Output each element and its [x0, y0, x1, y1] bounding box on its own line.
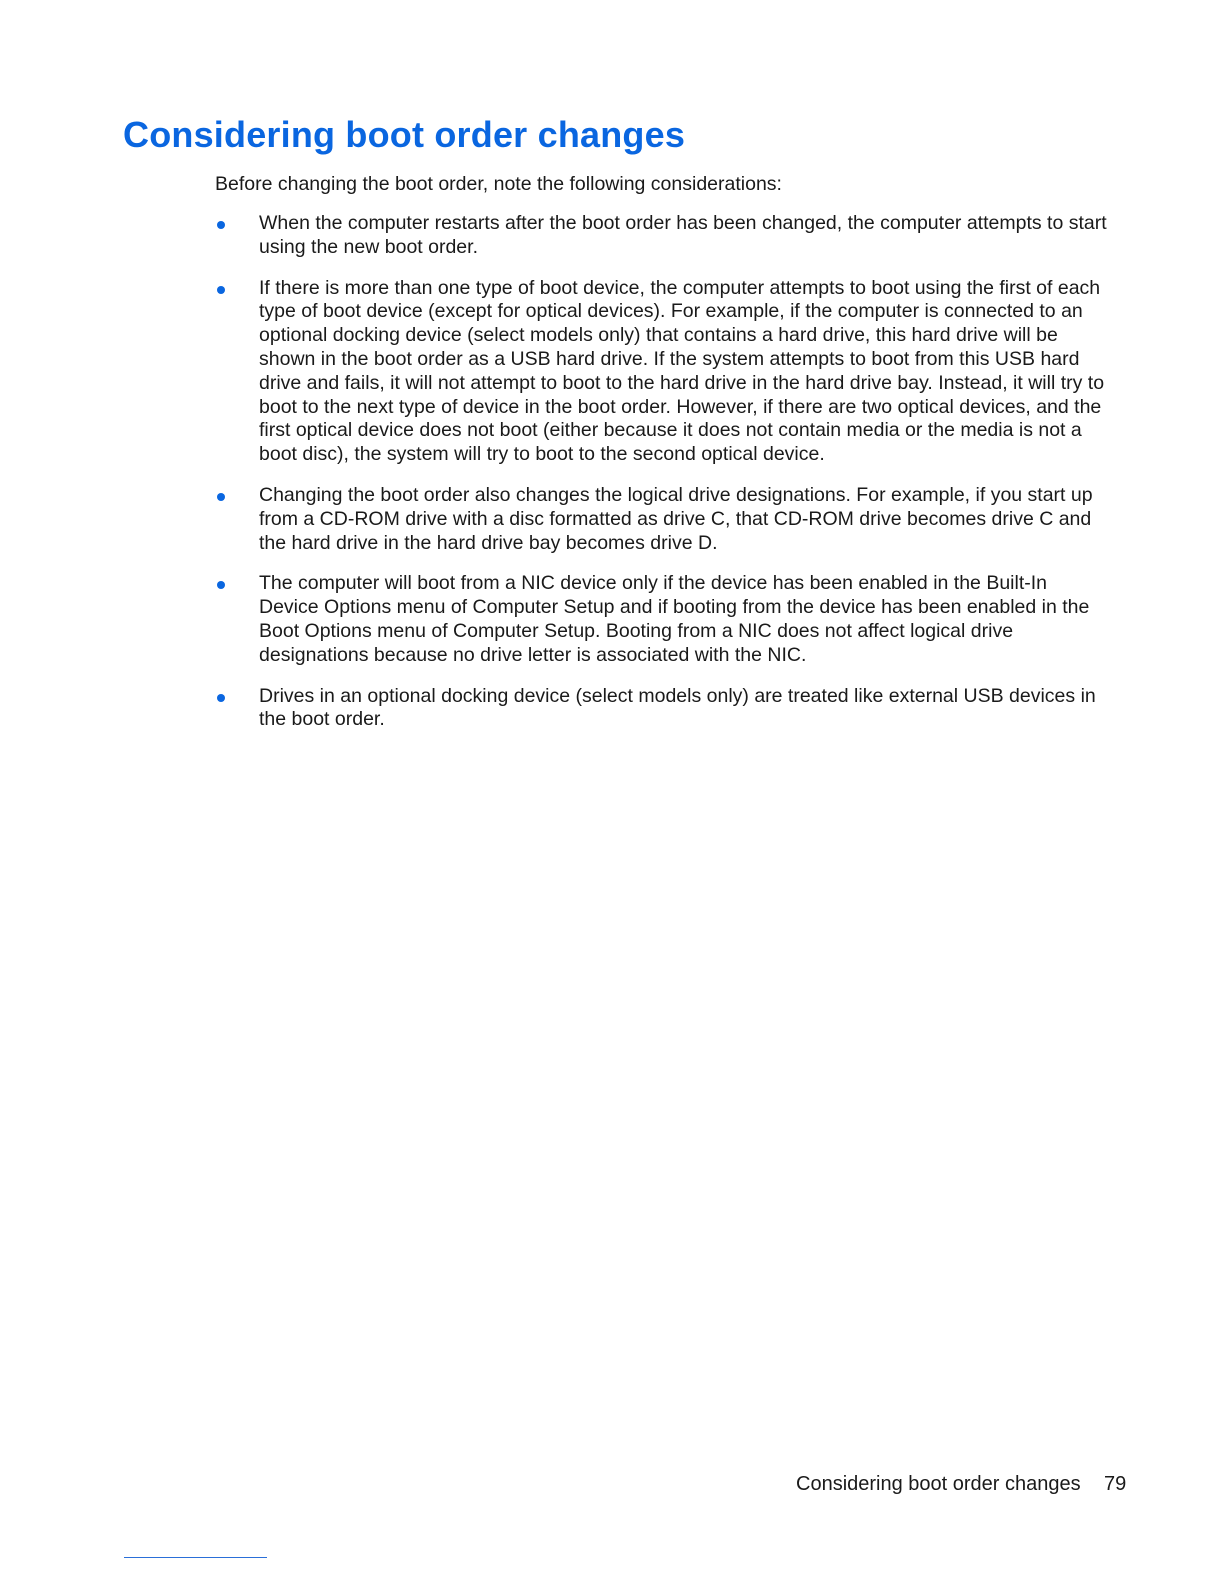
list-item-text: When the computer restarts after the boot order has been changed, the computer attempts to start using the new boot order. [259, 212, 1107, 258]
bullet-icon [217, 221, 225, 229]
page-number: 79 [1104, 1473, 1127, 1495]
intro-paragraph: Before changing the boot order, note the following considerations: [215, 173, 782, 195]
considerations-list [215, 212, 1110, 749]
bullet-icon [217, 286, 225, 294]
list-item [215, 484, 1110, 555]
list-item [215, 572, 1110, 667]
list-item [215, 277, 1110, 467]
footer-divider [124, 1557, 267, 1558]
bullet-icon [217, 694, 225, 702]
bullet-icon [217, 581, 225, 589]
footer-section-title: Considering boot order changes [796, 1473, 1081, 1495]
list-item [215, 212, 1110, 260]
list-item-text: Changing the boot order also changes the logical drive designations. For example, if you start up from a CD-ROM drive with a disc formatted as drive C, that CD-ROM drive becomes drive C and the hard drive in the hard drive bay becomes drive D. [259, 483, 1093, 554]
page-title: Considering boot order changes [123, 114, 686, 155]
list-item [215, 685, 1110, 733]
bullet-icon [217, 493, 225, 501]
list-item-text: Drives in an optional docking device (select models only) are treated like external USB devices in the boot order. [259, 684, 1096, 731]
list-item-text: The computer will boot from a NIC device only if the device has been enabled in the Built-In Device Options menu of Computer Setup and if booting from the device has been enabled in the Boot Options menu of Computer Setup. Booting from a NIC does not affect logical drive designations because no drive letter is associated with the NIC. [259, 572, 1090, 666]
list-item-text: If there is more than one type of boot device, the computer attempts to boot using the first of each type of boot device (except for optical devices). For example, if the computer is connected to an optional docking device (select models only) that contains a hard drive, this hard drive will be shown in the boot order as a USB hard drive. If the system attempts to boot from this USB hard drive and fails, it will not attempt to boot to the hard drive in the hard drive bay. Instead, it will try to boot to the next type of device in the boot order. However, if there are two optical devices, and the first optical device does not boot (either because it does not contain media or the media is not a boot disc), the system will try to boot to the second optical device. [259, 276, 1105, 466]
